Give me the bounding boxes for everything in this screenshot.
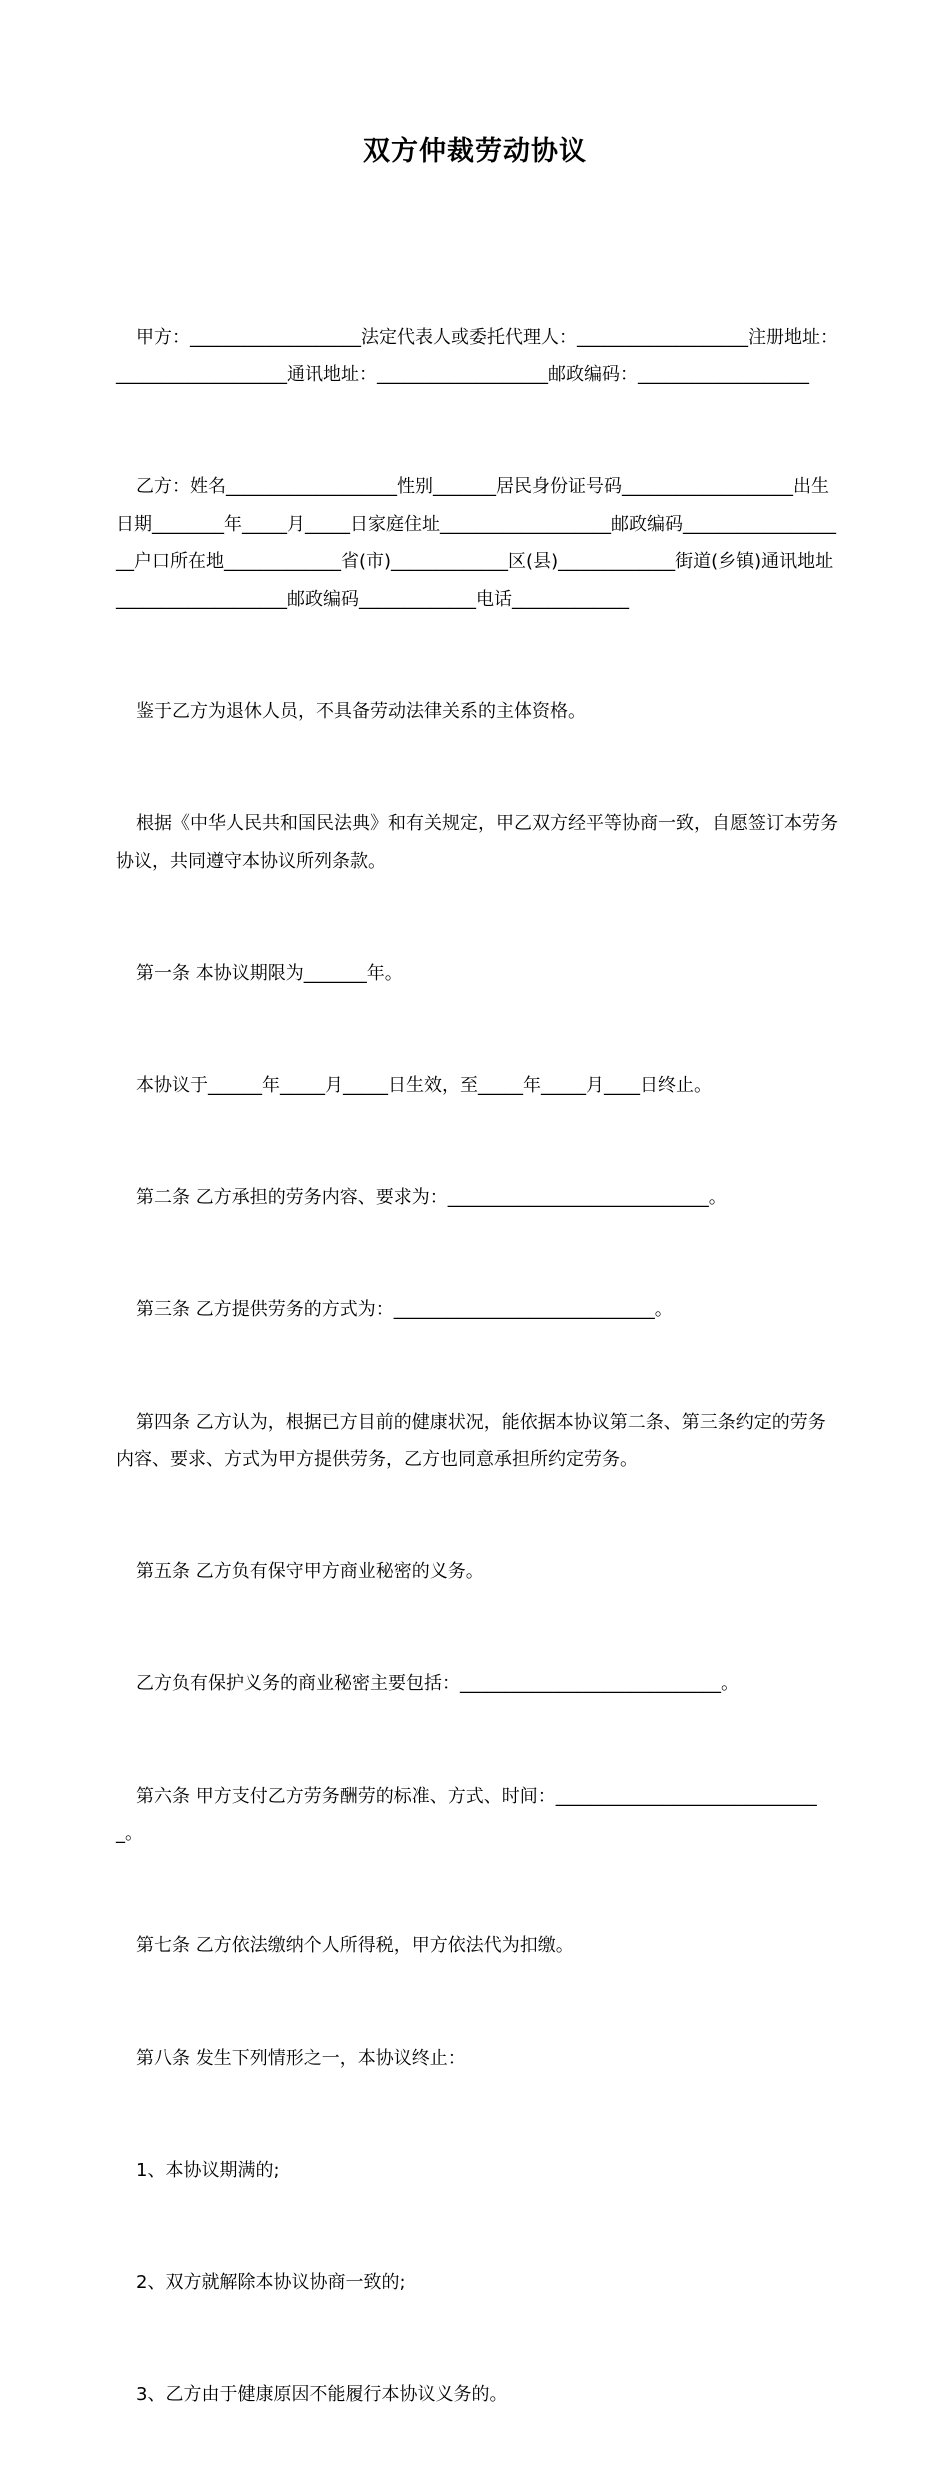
- article-6: 第六条 甲方支付乙方劳务酬劳的标准、方式、时间：______________________________。: [116, 1785, 817, 1845]
- article-4: 第四条 乙方认为，根据已方目前的健康状况，能依据本协议第二条、第三条约定的劳务内容、要求、方式为甲方提供劳务，乙方也同意承担所约定劳务。: [116, 1411, 826, 1470]
- recital-retiree: 鉴于乙方为退休人员，不具备劳动法律关系的主体资格。: [136, 700, 586, 722]
- termination-item-2: 2、双方就解除本协议协商一致的;: [136, 2271, 406, 2293]
- article-8: 第八条 发生下列情形之一，本协议终止：: [136, 2047, 466, 2069]
- article-1: 第一条 本协议期限为_______年。: [136, 962, 403, 984]
- recital-legal-basis: 根据《中华人民共和国民法典》和有关规定，甲乙双方经平等协商一致，自愿签订本劳务协议，共同遵守本协议所列条款。: [116, 813, 838, 872]
- effective-period: 本协议于______年_____月_____日生效，至_____年_____月____日终止。: [136, 1074, 712, 1096]
- article-3: 第三条 乙方提供劳务的方式为：_____________________________。: [136, 1299, 673, 1321]
- document-title: 双方仲裁劳动协议: [363, 136, 587, 167]
- termination-item-1: 1、本协议期满的;: [136, 2159, 280, 2181]
- termination-item-3: 3、乙方由于健康原因不能履行本协议义务的。: [136, 2384, 508, 2406]
- party-a-info: 甲方：___________________法定代表人或委托代理人：___________________注册地址：___________________通讯地址：___________________邮政编码：___________________: [116, 326, 838, 386]
- article-2: 第二条 乙方承担的劳务内容、要求为：_____________________________。: [136, 1187, 727, 1209]
- article-7: 第七条 乙方依法缴纳个人所得税，甲方依法代为扣缴。: [136, 1935, 574, 1957]
- article-5: 第五条 乙方负有保守甲方商业秘密的义务。: [136, 1561, 484, 1583]
- document-body: [116, 244, 838, 2488]
- party-b-info: 乙方：姓名___________________性别_______居民身份证号码___________________出生日期________年_____月_____日家庭住址___________________邮政编码___________________户口所在地_____________省(市)_____________区(县)_____________街道(乡镇)通讯地址___________________邮政编码_____________电话_____________: [116, 476, 836, 610]
- trade-secret-scope: 乙方负有保护义务的商业秘密主要包括：_____________________________。: [136, 1673, 739, 1695]
